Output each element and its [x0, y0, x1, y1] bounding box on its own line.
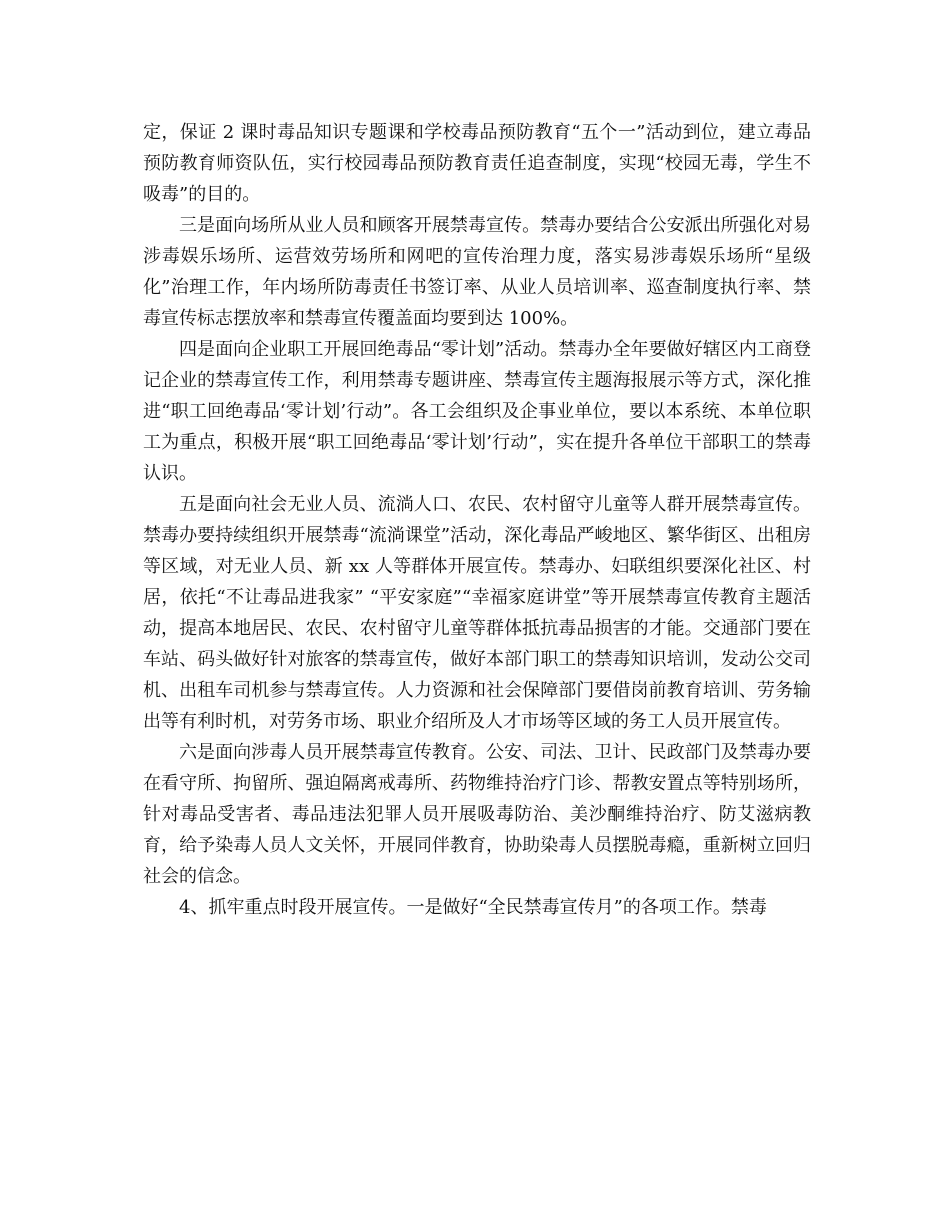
paragraph-key-periods: 4、抓牢重点时段开展宣传。一是做好“全民禁毒宣传月”的各项工作。禁毒 — [179, 897, 767, 918]
paragraph-unemployed-migrants: 五是面向社会无业人员、流淌人口、农民、农村留守儿童等人群开展禁毒宣传。禁毒办要持续组织开展禁毒“流淌课堂”活动，深化毒品严峻地区、繁华街区、出租房等区域，对无业人员、新 xx 人等群体开展宣传。禁毒办、妇联组织要深化社区、村居，依托“不让毒品进我家” “平安家庭”“幸福家庭讲堂”等开展禁毒宣传教育主题活动，提高本地居民、农民、农村留守儿童等群体抵抗毒品损害的才能。交通部门要在车站、码头做好针对旅客的禁毒宣传，做好本部门职工的禁毒知识培训，发动公交司机、出租车司机参与禁毒宣传。人力资源和社会保障部门要借岗前教育培训、劳务输出等有利时机，对劳务市场、职业介绍所及人才市场等区域的务工人员开展宣传。 — [143, 494, 811, 732]
document-body — [143, 117, 811, 923]
paragraph-enterprise-workers: 四是面向企业职工开展回绝毒品“零计划”活动。禁毒办全年要做好辖区内工商登记企业的禁毒宣传工作，利用禁毒专题讲座、禁毒宣传主题海报展示等方式，深化推进“职工回绝毒品‘零计划’行动”。各工会组织及企事业单位，要以本系统、本单位职工为重点，积极开展“职工回绝毒品‘零计划’行动”，实在提升各单位干部职工的禁毒认识。 — [143, 339, 811, 484]
paragraph-venue-staff: 三是面向场所从业人员和顾客开展禁毒宣传。禁毒办要结合公安派出所强化对易涉毒娱乐场所、运营效劳场所和网吧的宣传治理力度，落实易涉毒娱乐场所“星级化”治理工作，年内场所防毒责任书签订率、从业人员培训率、巡查制度执行率、禁毒宣传标志摆放率和禁毒宣传覆盖面均要到达 100%。 — [143, 215, 811, 329]
paragraph-drug-involved: 六是面向涉毒人员开展禁毒宣传教育。公安、司法、卫计、民政部门及禁毒办要在看守所、拘留所、强迫隔离戒毒所、药物维持治疗门诊、帮教安置点等特别场所，针对毒品受害者、毒品违法犯罪人员开展吸毒防治、美沙酮维持治疗、防艾滋病教育，给予染毒人员人文关怀，开展同伴教育，协助染毒人员摆脱毒瘾，重新树立回归社会的信念。 — [143, 742, 811, 887]
paragraph-continued: 定，保证 2 课时毒品知识专题课和学校毒品预防教育“五个一”活动到位，建立毒品预防教育师资队伍，实行校园毒品预防教育责任追查制度，实现“校园无毒，学生不吸毒”的目的。 — [143, 122, 811, 205]
